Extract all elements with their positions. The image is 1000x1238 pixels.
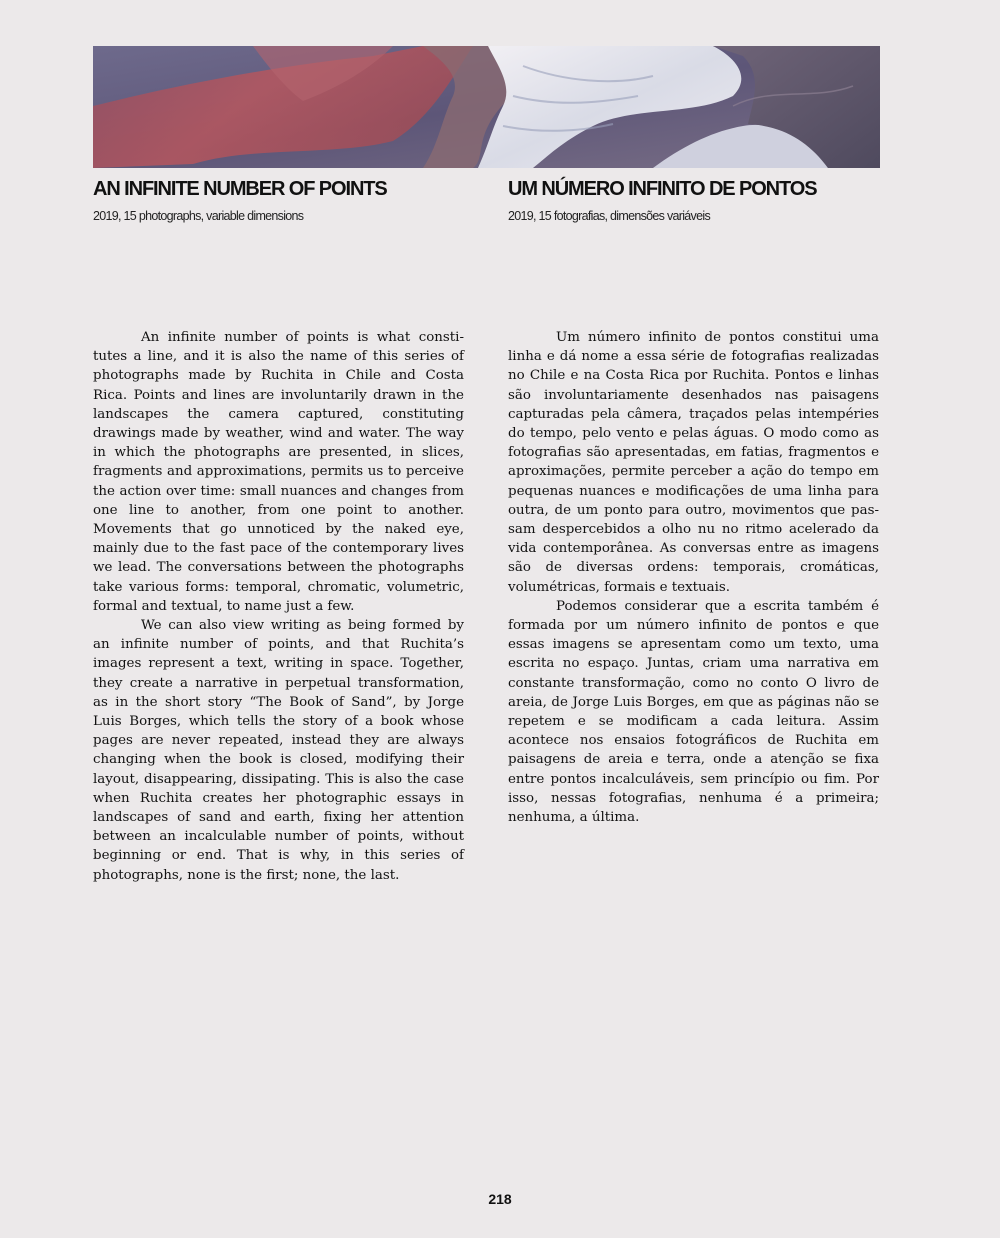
english-subtitle: 2019, 15 photographs, variable dimensions [93,209,304,223]
english-title: AN INFINITE NUMBER OF POINTS [93,178,387,200]
english-paragraph-2: We can also view writing as being formed by an infinite number of points, and that Ruchita’s images represent a text, writing in space. Together, they create a narrative in perpetual transformation, as in the short story “The Book of Sand”, by Jorge Luis Borges, which tells the story of a book whose pages are never repeated, instead they are always changing when the book is closed, modifying their layout, disappearing, dissipating. This is also the case when Ruchita creates her photographic essays in landscapes of sand and earth, fixing her attention between an incalculable number of points, without beginning or end. That is why, in this series of photographs, none is the first; none, the last. [93,618,464,883]
english-paragraph-1: An infinite number of points is what constitutes a line, and it is also the name of this series of photographs made by Ruchita in Chile and Costa Rica. Points and lines are involuntarily drawn in the landscapes the camera captured, constituting drawings made by weather, wind and water. The way in which the photographs are presented, in slices, fragments and approximations, permits us to perceive the action over time: small nuances and changes from one line to another, from one point to another. Movements that go unnoticed by the naked eye, mainly due to the fast pace of the contemporary lives we lead. The conversations between the photographs take various forms: temporal, chromatic, volumetric, formal and textual, to name just a few. [93,330,464,614]
portuguese-subtitle: 2019, 15 fotografias, dimensões variáveis [508,209,710,223]
portuguese-body-text [508,328,879,827]
portuguese-paragraph-2: Podemos considerar que a escrita também é formada por um número infinito de pontos e que essas imagens se apresentam como um texto, uma escrita no espaço. Juntas, criam uma narrativa em constante transformação, como no conto O livro de areia, de Jorge Luis Borges, em que as páginas não se repetem e se modificam a cada leitura. Assim acontece nos ensaios fotográficos de Ruchita em paisagens de areia e terra, onde a atenção se fixa entre pontos incalculáveis, sem princípio ou fim. Por isso, nessas fotografias, nenhuma é a primeira; nenhuma, a última. [508,598,879,826]
english-body-text [93,328,464,885]
portuguese-paragraph-1: Um número infinito de pontos constitui uma linha e dá nome a essa série de fotografias realizadas no Chile e na Costa Rica por Ruchita. Pontos e linhas são involuntariamente desenhados nas paisagens capturadas pela câmera, traçados pelas intempéries do tempo, pelo vento e pelas águas. O modo como as fotografias são apresentadas, em fatias, fragmentos e aproximações, permite perceber a ação do tempo em pequenas nuances e modificações de uma linha para outra, de um ponto para outro, movimentos que passam despercebidos a olho nu no ritmo acelerado da vida contemporânea. As conversas entre as imagens são de diversas ordens: temporais, cromáticas, volumétricas, formais e textuais. [508,330,879,595]
portuguese-title: UM NÚMERO INFINITO DE PONTOS [508,178,817,200]
page-number: 218 [488,1191,512,1207]
landscape-banner-image [93,46,880,168]
